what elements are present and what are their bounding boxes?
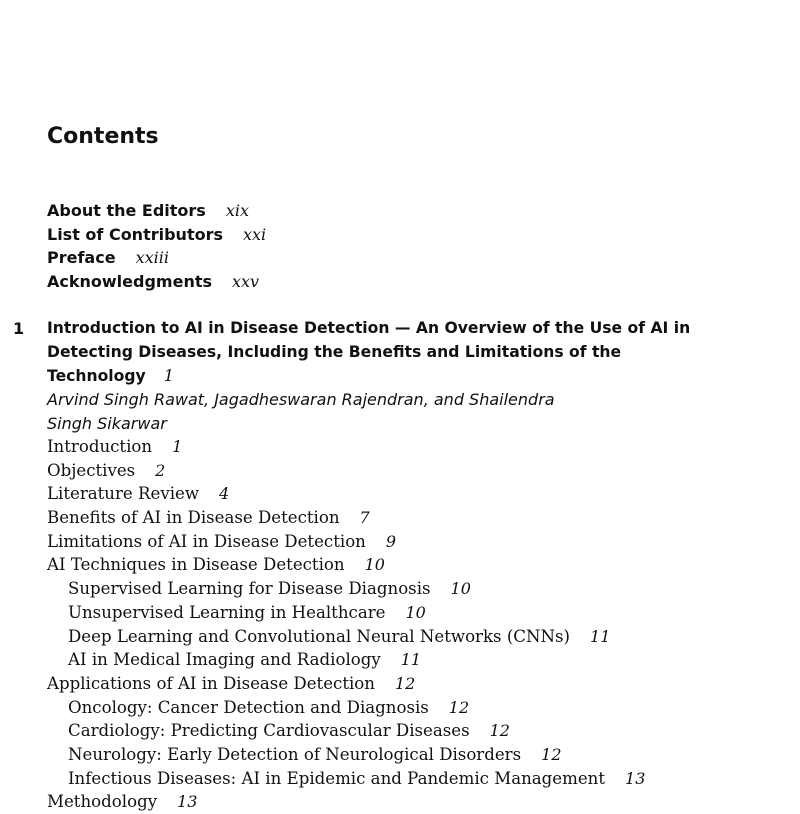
chapter-page-number: 1 [163,366,174,386]
toc-entry-preface[interactable] [47,246,266,270]
toc-entry-title: List of Contributors [47,224,223,244]
toc-page-number: 2 [155,460,166,480]
toc-page-number: 9 [385,531,397,551]
toc-entry-title: Unsupervised Learning in Healthcare [68,602,386,622]
toc-page-number: 12 [394,673,416,693]
toc-page-number: 4 [219,484,230,504]
chapter-number: 1 [13,319,25,338]
toc-page-number: 12 [541,744,562,764]
toc-entry-title: Limitations of AI in Disease Detection [47,531,366,551]
front-matter-list [47,199,266,294]
toc-entry-title: AI Techniques in Disease Detection [47,555,345,575]
toc-entry-title: Deep Learning and Convolutional Neural Networks (CNNs) [68,626,571,646]
chapter-sections-list [47,435,645,814]
toc-entry-title: Acknowledgments [47,272,212,292]
toc-entry-title: About the Editors [47,201,206,220]
toc-page-number: 12 [448,697,470,717]
toc-page-number: 12 [489,721,510,741]
chapter-title: Introduction to AI in Disease Detection — An Overview of the Use of AI in Detecting Diseases, Including the Benefits and Limitations of the Technology [47,319,691,386]
toc-subsection-entry[interactable] [47,743,645,767]
toc-entry-title: Benefits of AI in Disease Detection [47,508,340,528]
toc-entry-title: Objectives [47,460,136,480]
toc-page-number: 11 [590,626,611,646]
toc-entry-title: Neurology: Early Detection of Neurological Disorders [68,744,522,764]
toc-entry-list-of-contributors[interactable] [47,223,266,247]
toc-entry-title: Methodology [47,792,158,812]
toc-subsection-entry[interactable] [47,625,645,649]
toc-entry-title: Infectious Diseases: AI in Epidemic and Pandemic Management [68,768,606,788]
chapter-title-entry[interactable] [47,317,737,389]
toc-page-number: 1 [172,437,183,456]
toc-subsection-entry[interactable] [47,696,645,720]
page-title: Contents [47,124,159,149]
toc-entry-title: Supervised Learning for Disease Diagnosis [68,579,431,599]
toc-entry-title: Applications of AI in Disease Detection [47,673,375,693]
toc-page-number: 13 [177,792,198,812]
toc-entry-title: Oncology: Cancer Detection and Diagnosis [68,697,429,717]
toc-entry-title: Literature Review [47,484,200,504]
toc-entry-acknowledgments[interactable] [47,270,266,294]
toc-page-number: 13 [625,768,646,788]
toc-section-entry[interactable] [47,435,645,459]
toc-page-number: xxi [243,224,267,244]
toc-subsection-entry[interactable] [47,719,645,743]
toc-entry-title: Cardiology: Predicting Cardiovascular Diseases [68,721,470,741]
toc-section-entry[interactable] [47,530,645,554]
toc-section-entry[interactable] [47,506,645,530]
toc-subsection-entry[interactable] [47,767,645,791]
toc-entry-title: Introduction [47,437,153,456]
toc-subsection-entry[interactable] [47,648,645,672]
chapter-authors: Arvind Singh Rawat, Jagadheswaran Rajendran, and Shailendra Singh Sikarwar [47,390,555,433]
toc-section-entry[interactable] [47,790,645,814]
toc-section-entry[interactable] [47,672,645,696]
toc-section-entry[interactable] [47,553,645,577]
toc-page-number: 7 [359,508,370,528]
toc-section-entry[interactable] [47,482,645,506]
toc-subsection-entry[interactable] [47,601,645,625]
toc-page-number: xxiii [135,248,169,268]
toc-subsection-entry[interactable] [47,577,645,601]
toc-page-number: 10 [405,602,426,622]
toc-entry-about-editors[interactable] [47,199,266,223]
toc-page-number: 10 [450,579,471,599]
toc-entry-title: Preface [47,248,116,268]
toc-page-number: xix [225,201,249,220]
toc-page-number: 10 [364,555,385,575]
toc-page-number: xxv [232,272,260,292]
toc-page-number: 11 [400,650,422,670]
toc-entry-title: AI in Medical Imaging and Radiology [68,650,381,670]
toc-section-entry[interactable] [47,459,645,483]
